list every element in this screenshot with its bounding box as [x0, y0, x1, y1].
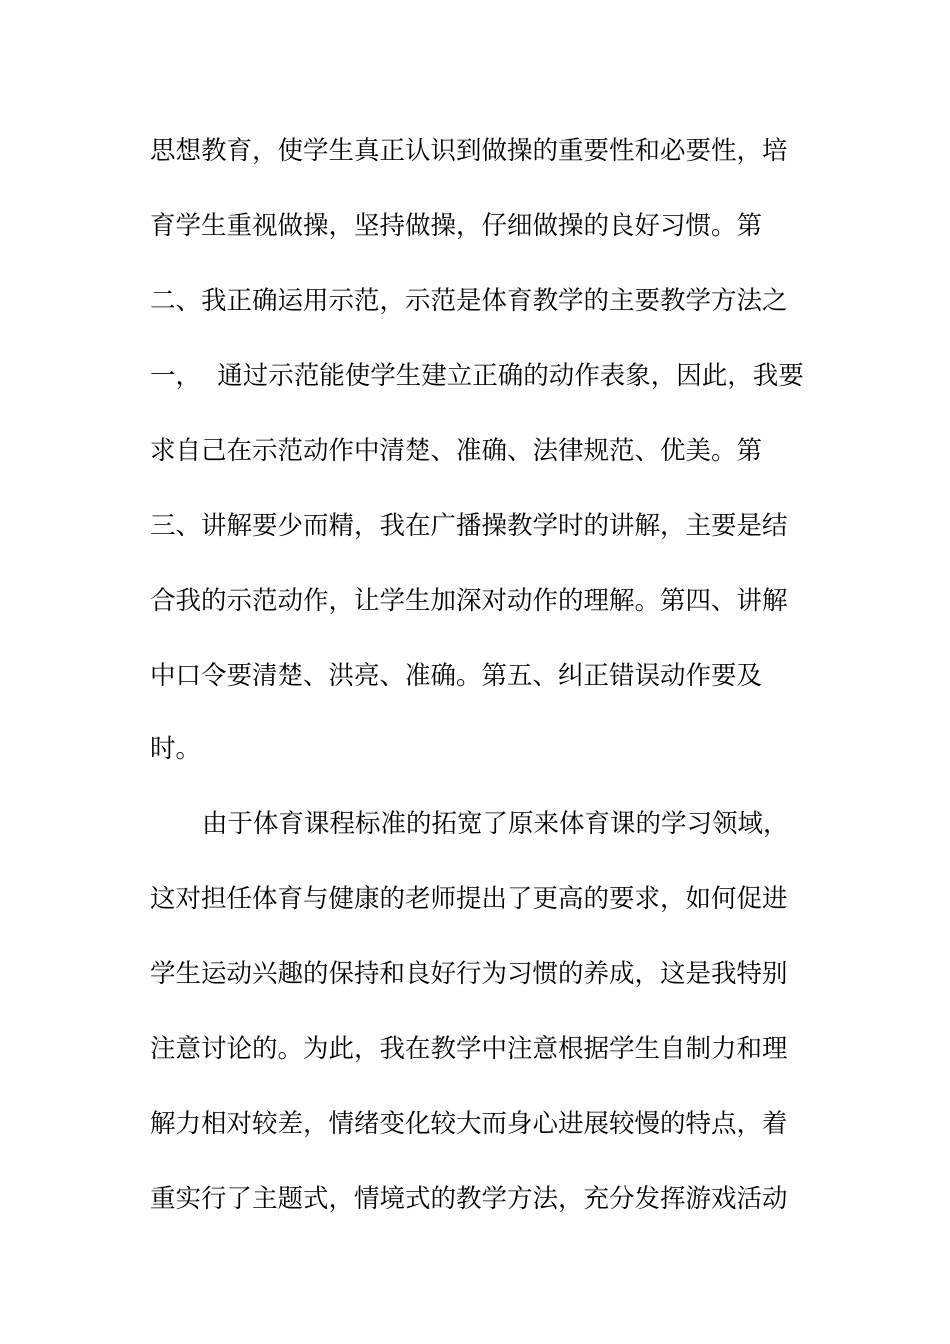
text-line: 中口令要清楚、洪亮、准确。第五、纠正错误动作要及 — [150, 661, 763, 691]
text-line: 这对担任体育与健康的老师提出了更高的要求，如何促进 — [150, 884, 788, 914]
text-line: 时。 — [150, 734, 202, 764]
text-line: 合我的示范动作，让学生加深对动作的理解。第四、讲解 — [150, 586, 788, 616]
text-line: 一， 通过示范能使学生建立正确的动作表象，因此，我要 — [150, 361, 804, 391]
text-line: 重实行了主题式，情境式的教学方法，充分发挥游戏活动 — [150, 1184, 788, 1214]
paragraph-first-line: 由于体育课程标准的拓宽了原来体育课的学习领域， — [202, 809, 789, 839]
text-line: 三、讲解要少而精，我在广播操教学时的讲解，主要是结 — [150, 511, 788, 541]
text-line: 学生运动兴趣的保持和良好行为习惯的养成，这是我特别 — [150, 959, 788, 989]
text-line: 二、我正确运用示范，示范是体育教学的主要教学方法之 — [150, 286, 788, 316]
text-line: 解力相对较差，情绪变化较大而身心进展较慢的特点，着 — [150, 1109, 788, 1139]
text-line: 求自己在示范动作中清楚、准确、法律规范、优美。第 — [150, 436, 763, 466]
text-line: 注意讨论的。为此，我在教学中注意根据学生自制力和理 — [150, 1034, 788, 1064]
text-line: 育学生重视做操，坚持做操，仔细做操的良好习惯。第 — [150, 211, 763, 241]
text-line: 思想教育，使学生真正认识到做操的重要性和必要性，培 — [150, 136, 788, 166]
